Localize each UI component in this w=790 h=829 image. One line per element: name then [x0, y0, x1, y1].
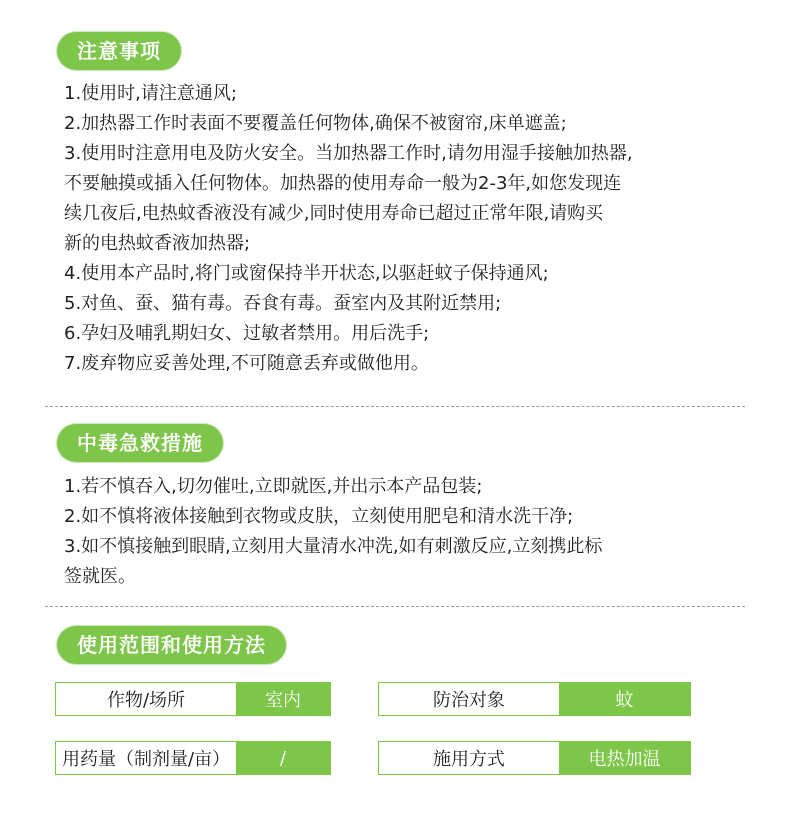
- list-item: 续几夜后,电热蚊香液没有减少,同时使用寿命已超过正常年限,请购买: [64, 203, 604, 224]
- list-item: 2.加热器工作时表面不要覆盖任何物体,确保不被窗帘,床单遮盖;: [64, 113, 567, 134]
- field-application-method: [378, 741, 691, 775]
- list-item: 5.对鱼、蚕、猫有毒。吞食有毒。蚕室内及其附近禁用;: [64, 293, 502, 314]
- list-item: 1.若不慎吞入,切勿催吐,立即就医,并出示本产品包装;: [64, 476, 483, 497]
- list-item: 不要触摸或插入任何物体。加热器的使用寿命一般为2-3年,如您发现连: [64, 173, 622, 194]
- field-value: 室内: [236, 683, 330, 715]
- section-divider: [45, 606, 745, 607]
- field-crop-site: [55, 682, 331, 716]
- precautions-list: [64, 79, 750, 379]
- list-item: 6.孕妇及哺乳期妇女、过敏者禁用。用后洗手;: [64, 323, 430, 344]
- usage-title: 使用范围和使用方法: [57, 626, 286, 664]
- list-item: 新的电热蚊香液加热器;: [64, 233, 251, 254]
- field-dosage: [55, 741, 331, 775]
- field-value: 蚊: [559, 683, 690, 715]
- list-item: 3.使用时注意用电及防火安全。当加热器工作时,请勿用湿手接触加热器,: [64, 143, 633, 164]
- list-item: 签就医。: [64, 566, 136, 587]
- field-target-pest: [378, 682, 691, 716]
- field-label: 防治对象: [379, 683, 559, 715]
- first-aid-list: [64, 472, 750, 592]
- list-item: 2.如不慎将液体接触到衣物或皮肤，立刻使用肥皂和清水洗干净;: [64, 506, 574, 527]
- field-label: 用药量（制剂量/亩）: [56, 742, 236, 774]
- field-value: 电热加温: [559, 742, 690, 774]
- section-divider: [45, 406, 745, 407]
- field-value: /: [236, 742, 330, 774]
- field-label: 作物/场所: [56, 683, 236, 715]
- list-item: 1.使用时,请注意通风;: [64, 83, 237, 104]
- list-item: 3.如不慎接触到眼睛,立刻用大量清水冲洗,如有刺激反应,立刻携此标: [64, 536, 603, 557]
- precautions-title: 注意事项: [57, 32, 181, 70]
- list-item: 4.使用本产品时,将门或窗保持半开状态,以驱赶蚊子保持通风;: [64, 263, 549, 284]
- list-item: 7.废弃物应妥善处理,不可随意丢弃或做他用。: [64, 353, 429, 374]
- first-aid-title: 中毒急救措施: [57, 424, 223, 462]
- field-label: 施用方式: [379, 742, 559, 774]
